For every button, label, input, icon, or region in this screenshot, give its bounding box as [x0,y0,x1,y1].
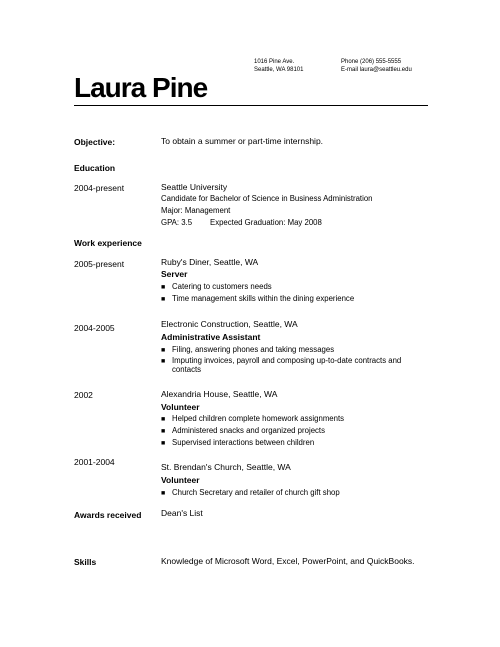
job-role: Volunteer [161,402,200,412]
education-major: Major: Management [161,206,231,215]
job-bullet: ■ Church Secretary and retailer of church gift shop [161,488,340,497]
awards-label: Awards received [74,510,142,520]
work-experience-label: Work experience [74,238,142,248]
job-bullet: ■ Time management skills within the dining experience [161,294,355,303]
skills-label: Skills [74,557,97,567]
skills-text: Knowledge of Microsoft Word, Excel, PowerPoint, and QuickBooks. [161,556,415,566]
contact-block [341,58,412,74]
job-date: 2001-2004 [74,457,115,467]
education-date: 2004-present [74,183,125,193]
job-bullet: ■ Filing, answering phones and taking messages [161,345,335,354]
awards-text: Dean's List [161,508,203,518]
bullet-icon: ■ [161,440,166,447]
job-date: 2005-present [74,259,125,269]
job-employer: St. Brendan's Church, Seattle, WA [161,462,291,472]
bullet-icon: ■ [161,347,166,354]
education-degree: Candidate for Bachelor of Science in Business Administration [161,194,373,203]
education-gpa: GPA: 3.5 [161,218,193,227]
job-bullet: ■ Catering to customers needs [161,282,272,291]
header-divider [74,105,428,106]
address-line-1: 1016 Pine Ave. [254,59,295,65]
job-bullet: ■ Administered snacks and organized projects [161,426,325,435]
phone-text: Phone (206) 555-5555 [341,59,402,65]
job-bullet: ■ Supervised interactions between children [161,438,315,447]
email-text: E-mail laura@seattleu.edu [341,67,412,73]
education-graduation: Expected Graduation: May 2008 [210,218,322,227]
education-label: Education [74,163,116,173]
job-employer: Electronic Construction, Seattle, WA [161,319,298,329]
bullet-icon: ■ [161,358,166,365]
bullet-icon: ■ [161,416,166,423]
objective-label: Objective: [74,137,116,147]
address-block [254,58,303,74]
job-bullet-continuation: contacts [172,365,202,374]
job-bullet: ■ Helped children complete homework assignments [161,414,345,423]
job-role: Administrative Assistant [161,332,261,342]
objective-text: To obtain a summer or part-time internship. [161,136,324,146]
bullet-icon: ■ [161,296,166,303]
job-employer: Alexandria House, Seattle, WA [161,389,278,399]
job-employer: Ruby's Diner, Seattle, WA [161,257,259,267]
job-date: 2002 [74,390,93,400]
job-role: Volunteer [161,475,200,485]
job-role: Server [161,269,188,279]
job-date: 2004-2005 [74,323,115,333]
bullet-icon: ■ [161,428,166,435]
job-bullet: ■ Imputing invoices, payroll and composing up-to-date contracts and [161,356,402,365]
resume-name: Laura Pine [74,72,208,103]
address-line-2: Seattle, WA 98101 [254,67,304,73]
education-school: Seattle University [161,182,228,192]
bullet-icon: ■ [161,490,166,497]
bullet-icon: ■ [161,284,166,291]
